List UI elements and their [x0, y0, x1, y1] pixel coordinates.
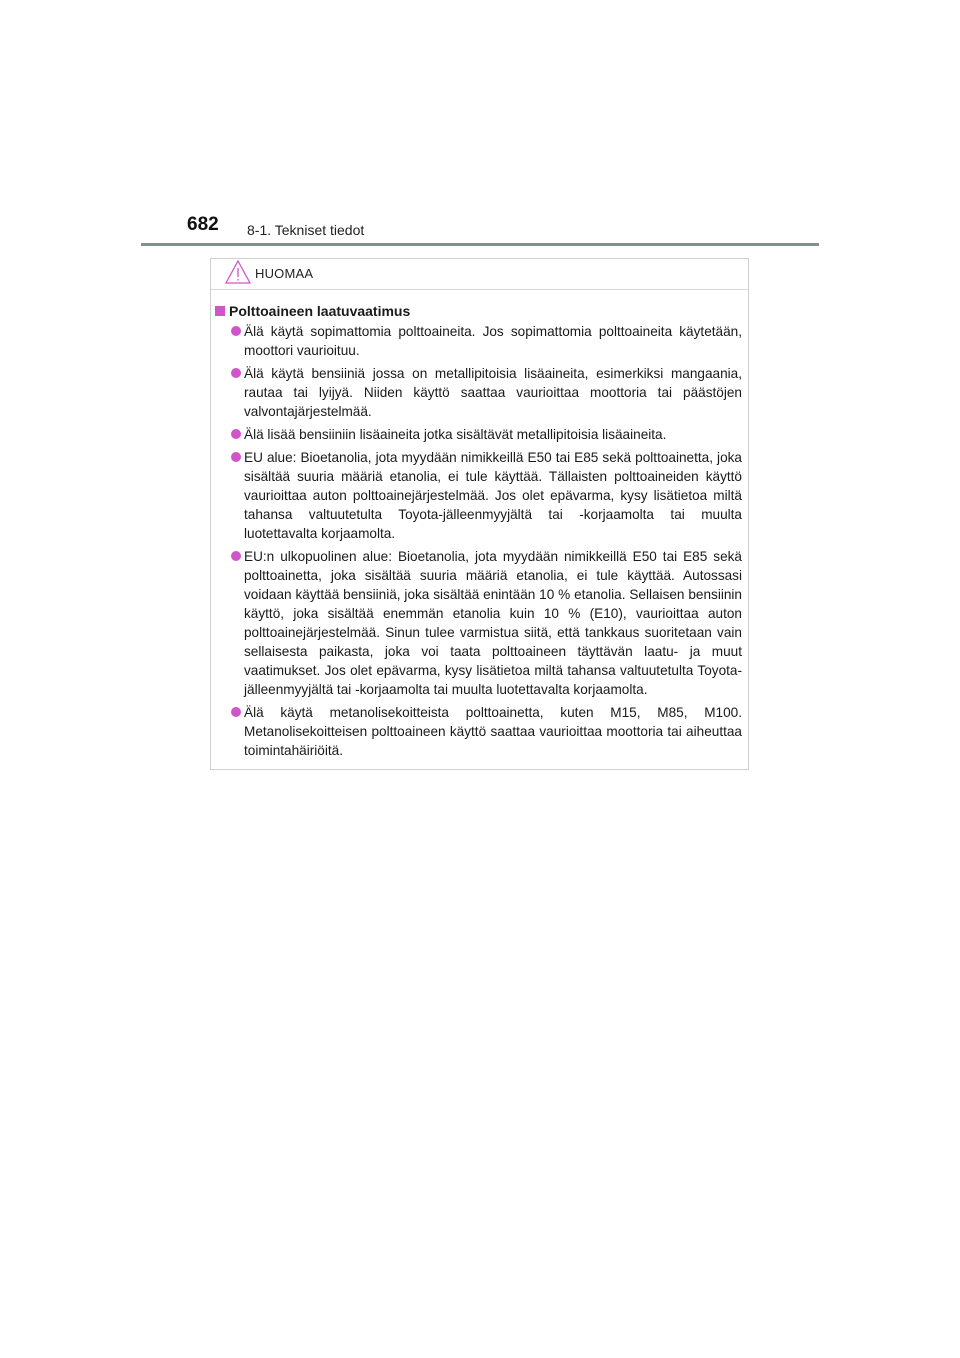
bullet-dot-icon — [231, 707, 241, 717]
list-item: Älä lisää bensiiniin lisäaineita jotka sisältävät metallipitoisia lisäaineita. — [214, 425, 742, 444]
list-item: Älä käytä sopimattomia polttoaineita. Jos sopimattomia polttoaineita käytetään, moottori vaurioituu. — [214, 322, 742, 360]
warning-triangle-icon — [225, 260, 251, 284]
page-number: 682 — [187, 214, 219, 235]
notice-label: HUOMAA — [255, 266, 314, 281]
bullet-dot-icon — [231, 326, 241, 336]
subheading-text: Polttoaineen laatuvaatimus — [229, 303, 411, 319]
notice-body — [211, 290, 748, 760]
header-divider — [141, 243, 819, 246]
list-item: Älä käytä metanolisekoitteista polttoainetta, kuten M15, M85, M100. Metanolisekoitteisen polttoaineen käyttö saattaa vaurioittaa moottoria tai aiheuttaa toimintahäiriöitä. — [214, 703, 742, 760]
square-bullet-icon — [215, 306, 225, 316]
subheading — [214, 302, 742, 320]
bullet-dot-icon — [231, 368, 241, 378]
bullet-dot-icon — [231, 452, 241, 462]
notice-box — [210, 258, 749, 770]
bullet-dot-icon — [231, 429, 241, 439]
list-item: EU alue: Bioetanolia, jota myydään nimikkeillä E50 tai E85 sekä polttoainetta, joka sisältää suuria määriä etanolia, ei tule käyttää. Tällaisten polttoaineiden käyttö vaurioittaa auton polttoainejärjestelmää. Jos olet epävarma, kysy lisätietoa miltä tahansa valtuutetulta Toyota-jälleenmyyjältä tai -korjaamolta tai muulta luotettavalta korjaamolta. — [214, 448, 742, 543]
bullet-dot-icon — [231, 551, 241, 561]
list-item: Älä käytä bensiiniä jossa on metallipitoisia lisäaineita, esimerkiksi mangaania, rautaa tai lyijyä. Niiden käyttö saattaa vaurioittaa moottoria tai päästöjen valvontajärjestelmää. — [214, 364, 742, 421]
notice-header — [211, 259, 748, 290]
list-item: EU:n ulkopuolinen alue: Bioetanolia, jota myydään nimikkeillä E50 tai E85 sekä polttoainetta, joka sisältää suuria määriä etanolia, ei tule käyttää. Autossasi voidaan käyttää bensiiniä, joka sisältää enintään 10 % etanolia. Sellaisen bensiinin käyttö, joka sisältää enemmän etanolia kuin 10 % (E10), vaurioittaa auton polttoainejärjestelmää. Sinun tulee varmistua siitä, että tankkaus suoritetaan vain sellaisesta paikasta, joka voi taata polttoaineen täyttävän laatu- ja muut vaatimukset. Jos olet epävarma, kysy lisätietoa miltä tahansa valtuutetulta Toyota-jälleenmyyjältä tai -korjaamolta tai muulta luotettavalta korjaamolta. — [214, 547, 742, 699]
section-title: 8-1. Tekniset tiedot — [247, 222, 365, 238]
bullet-list — [214, 322, 742, 760]
